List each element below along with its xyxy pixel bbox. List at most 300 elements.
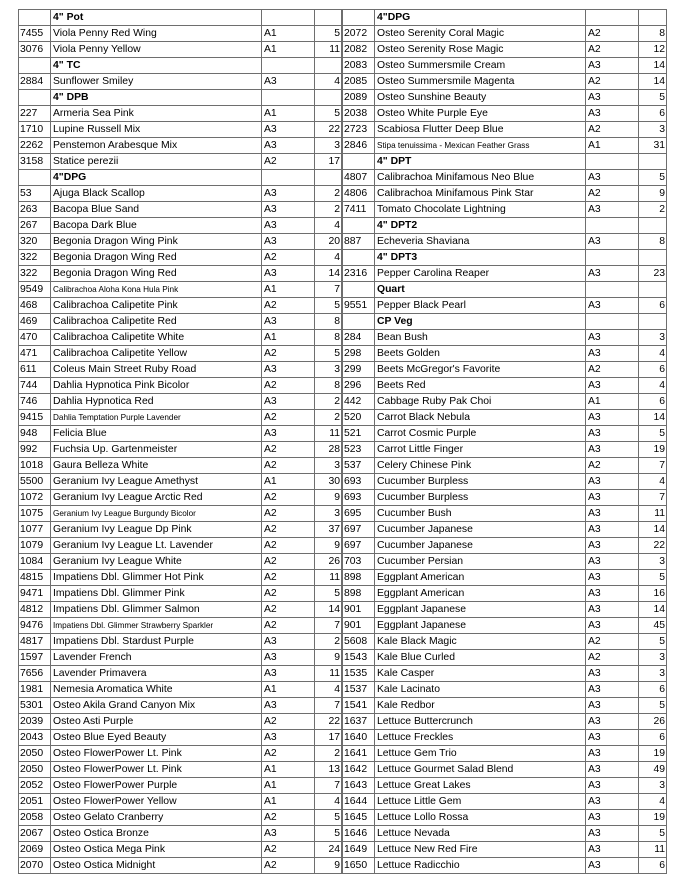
item-location: A3 [586,698,639,714]
item-name: Lettuce Little Gem [375,794,586,810]
item-quantity: 13 [315,762,342,778]
item-location: A2 [586,122,639,138]
table-row [19,186,342,202]
item-quantity: 6 [639,106,667,122]
item-quantity: 11 [639,842,667,858]
item-quantity: 8 [639,234,667,250]
item-name: Geranium Ivy League Arctic Red [51,490,262,506]
item-name: Nemesia Aromatica White [51,682,262,698]
item-location: A3 [586,586,639,602]
item-quantity: 23 [639,266,667,282]
item-code: 5301 [19,698,51,714]
item-location: A1 [262,794,315,810]
section-header-row [19,90,342,106]
section-header-row [343,282,667,298]
item-code: 267 [19,218,51,234]
item-code: 53 [19,186,51,202]
item-quantity: 6 [639,362,667,378]
item-name: Impatiens Dbl. Stardust Purple [51,634,262,650]
item-quantity: 7 [315,778,342,794]
empty-code-cell [343,250,375,266]
item-code: 9549 [19,282,51,298]
right-table-body [343,10,667,874]
item-quantity: 4 [639,378,667,394]
item-code: 2884 [19,74,51,90]
inventory-sheet [18,9,667,873]
left-table-body [19,10,342,874]
item-location: A3 [586,298,639,314]
item-quantity: 5 [639,634,667,650]
item-quantity: 19 [639,442,667,458]
item-code: 1649 [343,842,375,858]
item-location: A3 [586,202,639,218]
item-name: Geranium Ivy League Dp Pink [51,522,262,538]
table-row [19,154,342,170]
table-row [19,698,342,714]
item-code: 296 [343,378,375,394]
table-row [19,506,342,522]
item-location: A2 [262,506,315,522]
item-quantity: 2 [315,410,342,426]
item-location: A3 [262,138,315,154]
table-row [19,298,342,314]
item-code: 992 [19,442,51,458]
item-name: Bacopa Blue Sand [51,202,262,218]
item-quantity: 14 [639,602,667,618]
item-code: 2058 [19,810,51,826]
item-quantity: 2 [315,394,342,410]
item-location: A3 [586,538,639,554]
item-location: A3 [586,858,639,874]
table-row [19,794,342,810]
item-code: 2083 [343,58,375,74]
table-row [19,106,342,122]
item-name: Lettuce Gem Trio [375,746,586,762]
item-name: Osteo Ostica Bronze [51,826,262,842]
item-name: Osteo Gelato Cranberry [51,810,262,826]
item-code: 1084 [19,554,51,570]
item-code: 1077 [19,522,51,538]
item-code: 1637 [343,714,375,730]
table-row [343,682,667,698]
item-name: Geranium Ivy League Lt. Lavender [51,538,262,554]
item-code: 2052 [19,778,51,794]
empty-location-cell [586,218,639,234]
table-row [19,346,342,362]
item-code: 901 [343,618,375,634]
item-name: Armeria Sea Pink [51,106,262,122]
table-row [19,74,342,90]
item-name: Pepper Carolina Reaper [375,266,586,282]
empty-location-cell [262,10,315,26]
item-location: A3 [586,618,639,634]
item-location: A3 [586,762,639,778]
item-quantity: 11 [315,426,342,442]
item-quantity: 4 [315,250,342,266]
item-location: A3 [262,394,315,410]
item-code: 2069 [19,842,51,858]
item-location: A3 [262,266,315,282]
item-quantity: 3 [639,330,667,346]
table-row [343,394,667,410]
table-row [343,106,667,122]
item-name: Osteo FlowerPower Yellow [51,794,262,810]
table-row [343,362,667,378]
item-location: A3 [586,570,639,586]
section-title: 4" TC [51,58,262,74]
item-quantity: 19 [639,810,667,826]
item-quantity: 8 [315,330,342,346]
item-code: 2316 [343,266,375,282]
item-quantity: 20 [315,234,342,250]
item-name: Coleus Main Street Ruby Road [51,362,262,378]
item-name: Carrot Cosmic Purple [375,426,586,442]
item-quantity: 5 [639,170,667,186]
item-name: Osteo FlowerPower Lt. Pink [51,762,262,778]
section-title: CP Veg [375,314,586,330]
item-code: 4807 [343,170,375,186]
empty-quantity-cell [639,250,667,266]
item-code: 1643 [343,778,375,794]
item-code: 4815 [19,570,51,586]
item-name: Osteo White Purple Eye [375,106,586,122]
section-title: 4" DPB [51,90,262,106]
item-code: 284 [343,330,375,346]
item-name: Pepper Black Pearl [375,298,586,314]
item-location: A3 [262,698,315,714]
item-quantity: 3 [639,778,667,794]
table-row [19,138,342,154]
table-row [19,810,342,826]
item-location: A1 [586,138,639,154]
left-table [18,9,342,874]
empty-code-cell [343,154,375,170]
item-name: Kale Black Magic [375,634,586,650]
item-location: A3 [586,666,639,682]
item-code: 537 [343,458,375,474]
item-code: 1644 [343,794,375,810]
item-quantity: 3 [639,666,667,682]
table-row [19,202,342,218]
item-quantity: 5 [315,586,342,602]
item-name: Begonia Dragon Wing Red [51,250,262,266]
item-code: 1079 [19,538,51,554]
item-location: A3 [262,186,315,202]
item-quantity: 5 [315,826,342,842]
item-code: 7656 [19,666,51,682]
item-location: A3 [586,346,639,362]
item-name: Calibrachoa Minifamous Neo Blue [375,170,586,186]
table-row [19,250,342,266]
item-quantity: 2 [315,202,342,218]
item-code: 4806 [343,186,375,202]
item-location: A3 [262,826,315,842]
item-quantity: 11 [315,570,342,586]
item-quantity: 5 [639,698,667,714]
item-code: 5608 [343,634,375,650]
empty-location-cell [586,250,639,266]
item-quantity: 7 [315,698,342,714]
table-row [19,362,342,378]
table-row [19,522,342,538]
item-quantity: 5 [315,810,342,826]
empty-quantity-cell [315,58,342,74]
table-row [343,842,667,858]
item-name: Calibrachoa Calipetite Pink [51,298,262,314]
item-quantity: 9 [639,186,667,202]
item-quantity: 45 [639,618,667,634]
item-code: 2082 [343,42,375,58]
item-quantity: 6 [639,730,667,746]
item-code: 2067 [19,826,51,842]
item-location: A1 [262,330,315,346]
item-quantity: 6 [639,298,667,314]
item-name: Beets Golden [375,346,586,362]
item-location: A3 [262,234,315,250]
item-quantity: 22 [315,714,342,730]
item-quantity: 3 [315,506,342,522]
item-location: A3 [586,554,639,570]
item-code: 320 [19,234,51,250]
item-quantity: 28 [315,442,342,458]
item-location: A3 [586,682,639,698]
table-row [19,650,342,666]
item-quantity: 9 [315,650,342,666]
item-location: A2 [262,538,315,554]
item-location: A2 [262,378,315,394]
item-name: Bacopa Dark Blue [51,218,262,234]
item-quantity: 4 [639,474,667,490]
item-location: A3 [586,714,639,730]
item-name: Lettuce Radicchio [375,858,586,874]
item-location: A3 [586,266,639,282]
item-name: Impatiens Dbl. Glimmer Pink [51,586,262,602]
section-header-row [343,218,667,234]
item-quantity: 2 [315,634,342,650]
item-code: 1642 [343,762,375,778]
item-code: 299 [343,362,375,378]
item-quantity: 8 [315,314,342,330]
empty-code-cell [19,170,51,186]
item-location: A2 [586,634,639,650]
item-location: A3 [586,410,639,426]
item-location: A2 [586,458,639,474]
item-location: A3 [262,666,315,682]
table-row [19,314,342,330]
item-name: Cucumber Japanese [375,522,586,538]
table-row [19,778,342,794]
empty-quantity-cell [639,218,667,234]
table-row [343,234,667,250]
table-row [343,458,667,474]
item-name: Echeveria Shaviana [375,234,586,250]
item-name: Statice perezii [51,154,262,170]
item-quantity: 4 [315,74,342,90]
item-location: A1 [262,282,315,298]
table-row [19,490,342,506]
item-quantity: 37 [315,522,342,538]
item-name: Lavender French [51,650,262,666]
item-quantity: 49 [639,762,667,778]
item-code: 2089 [343,90,375,106]
item-code: 2039 [19,714,51,730]
table-row [343,810,667,826]
item-quantity: 19 [639,746,667,762]
item-location: A2 [262,746,315,762]
item-code: 2050 [19,762,51,778]
empty-location-cell [262,90,315,106]
item-name: Cucumber Burpless [375,490,586,506]
item-quantity: 4 [639,346,667,362]
table-row [343,298,667,314]
item-name: Sunflower Smiley [51,74,262,90]
empty-location-cell [586,282,639,298]
item-quantity: 24 [315,842,342,858]
item-location: A3 [586,826,639,842]
table-row [19,554,342,570]
item-location: A3 [586,602,639,618]
item-name: Osteo FlowerPower Lt. Pink [51,746,262,762]
item-location: A3 [586,378,639,394]
item-quantity: 3 [315,138,342,154]
item-code: 901 [343,602,375,618]
item-name: Beets McGregor's Favorite [375,362,586,378]
item-quantity: 4 [639,794,667,810]
item-quantity: 7 [315,618,342,634]
item-name: Celery Chinese Pink [375,458,586,474]
table-row [19,234,342,250]
item-quantity: 2 [315,746,342,762]
table-row [19,474,342,490]
item-name: Stipa tenuissima - Mexican Feather Grass [375,138,586,154]
table-row [343,26,667,42]
table-row [343,490,667,506]
item-location: A3 [262,74,315,90]
table-row [343,522,667,538]
item-name: Osteo Serenity Rose Magic [375,42,586,58]
item-name: Kale Lacinato [375,682,586,698]
item-location: A3 [586,794,639,810]
table-row [343,730,667,746]
item-location: A2 [262,618,315,634]
item-code: 2085 [343,74,375,90]
item-quantity: 3 [315,458,342,474]
empty-quantity-cell [315,90,342,106]
item-location: A1 [262,26,315,42]
item-location: A3 [262,202,315,218]
table-row [343,42,667,58]
item-code: 1541 [343,698,375,714]
item-name: Osteo Summersmile Magenta [375,74,586,90]
item-location: A3 [586,522,639,538]
item-location: A2 [262,490,315,506]
item-name: Scabiosa Flutter Deep Blue [375,122,586,138]
item-location: A1 [262,682,315,698]
item-name: Begonia Dragon Wing Red [51,266,262,282]
item-location: A3 [586,506,639,522]
item-name: Osteo Akila Grand Canyon Mix [51,698,262,714]
section-header-row [19,10,342,26]
table-row [343,858,667,874]
item-location: A2 [262,714,315,730]
item-name: Cucumber Persian [375,554,586,570]
item-location: A2 [262,346,315,362]
item-name: Begonia Dragon Wing Pink [51,234,262,250]
table-row [343,426,667,442]
item-location: A2 [262,586,315,602]
item-quantity: 2 [639,202,667,218]
item-quantity: 14 [315,266,342,282]
item-quantity: 30 [315,474,342,490]
empty-location-cell [586,154,639,170]
item-location: A2 [262,554,315,570]
item-location: A2 [262,842,315,858]
item-name: Eggplant Japanese [375,618,586,634]
item-name: Geranium Ivy League White [51,554,262,570]
item-name: Cucumber Bush [375,506,586,522]
item-location: A3 [586,106,639,122]
table-row [343,378,667,394]
table-row [19,634,342,650]
item-code: 470 [19,330,51,346]
section-title: Quart [375,282,586,298]
table-row [343,138,667,154]
item-code: 697 [343,538,375,554]
item-location: A2 [262,442,315,458]
item-code: 2723 [343,122,375,138]
item-quantity: 22 [639,538,667,554]
item-code: 471 [19,346,51,362]
table-row [19,842,342,858]
item-name: Lettuce Great Lakes [375,778,586,794]
item-code: 898 [343,570,375,586]
item-location: A3 [586,778,639,794]
item-name: Lettuce Buttercrunch [375,714,586,730]
item-location: A2 [262,602,315,618]
item-code: 1018 [19,458,51,474]
item-name: Impatiens Dbl. Glimmer Salmon [51,602,262,618]
item-location: A3 [586,474,639,490]
item-quantity: 31 [639,138,667,154]
item-code: 468 [19,298,51,314]
empty-code-cell [19,90,51,106]
table-row [343,602,667,618]
table-row [343,346,667,362]
item-code: 2043 [19,730,51,746]
item-name: Geranium Ivy League Amethyst [51,474,262,490]
item-code: 520 [343,410,375,426]
item-code: 1072 [19,490,51,506]
item-location: A2 [262,154,315,170]
item-location: A2 [586,42,639,58]
item-code: 469 [19,314,51,330]
table-row [343,58,667,74]
item-name: Osteo Summersmile Cream [375,58,586,74]
item-code: 887 [343,234,375,250]
table-row [19,410,342,426]
table-row [19,826,342,842]
item-code: 2051 [19,794,51,810]
item-quantity: 9 [315,490,342,506]
table-row [19,538,342,554]
table-row [19,266,342,282]
item-name: Penstemon Arabesque Mix [51,138,262,154]
section-title: 4" DPT3 [375,250,586,266]
item-location: A3 [586,842,639,858]
section-title: 4" DPT2 [375,218,586,234]
item-code: 2038 [343,106,375,122]
table-row [343,170,667,186]
